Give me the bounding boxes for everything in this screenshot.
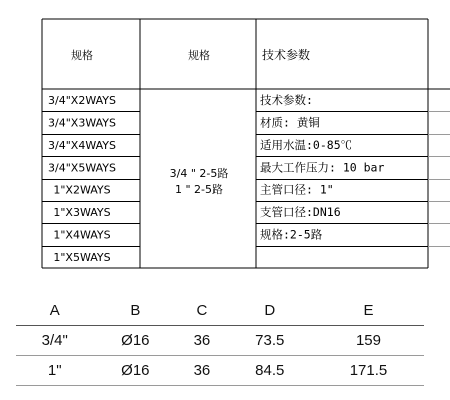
model-cell: 1"X2WAYS <box>53 183 111 197</box>
dim-header-d: D <box>227 296 313 326</box>
model-cell: 3/4"X2WAYS <box>48 94 116 108</box>
dimension-table <box>16 296 424 386</box>
header-spec-2: 规格 <box>188 49 210 62</box>
dim-cell: 1" <box>16 356 93 386</box>
size-range-3-4: 3/4 " 2-5路 <box>169 167 229 180</box>
dim-cell: 36 <box>177 326 226 356</box>
model-cell: 1"X4WAYS <box>53 228 111 242</box>
tech-params-column <box>260 93 384 241</box>
model-cell: 3/4"X4WAYS <box>48 138 116 152</box>
header-tech-params: 技术参数 <box>262 48 311 62</box>
tech-param-line: 适用水温:0-85℃ <box>260 137 353 152</box>
dim-cell: 171.5 <box>313 356 424 386</box>
tech-param-line: 主管口径: 1" <box>260 182 334 197</box>
header-spec-1: 规格 <box>71 49 93 62</box>
tech-param-line: 材质: 黄铜 <box>260 115 320 130</box>
dimension-header-row <box>16 296 424 326</box>
model-cell: 1"X5WAYS <box>53 250 111 264</box>
table-row <box>16 356 424 386</box>
dim-cell: 159 <box>313 326 424 356</box>
dim-header-e: E <box>313 296 424 326</box>
model-cell: 1"X3WAYS <box>53 206 111 220</box>
dim-cell: Ø16 <box>93 326 177 356</box>
dim-cell: Ø16 <box>93 356 177 386</box>
dim-cell: 73.5 <box>227 326 313 356</box>
table-row <box>16 326 424 356</box>
dim-cell: 3/4" <box>16 326 93 356</box>
dim-cell: 84.5 <box>227 356 313 386</box>
dim-header-c: C <box>177 296 226 326</box>
row-divider-group <box>42 112 450 247</box>
tech-param-line: 规格:2-5路 <box>260 227 323 242</box>
dim-cell: 36 <box>177 356 226 386</box>
dim-header-b: B <box>93 296 177 326</box>
size-range-1: 1 " 2-5路 <box>174 183 224 196</box>
model-cell: 3/4"X5WAYS <box>48 161 116 175</box>
tech-param-line: 最大工作压力: 10 bar <box>260 160 385 175</box>
dim-header-a: A <box>16 296 93 326</box>
tech-param-line: 技术参数: <box>260 93 313 108</box>
tech-param-line: 支管口径:DN16 <box>260 205 341 220</box>
model-cell: 3/4"X3WAYS <box>48 116 116 130</box>
